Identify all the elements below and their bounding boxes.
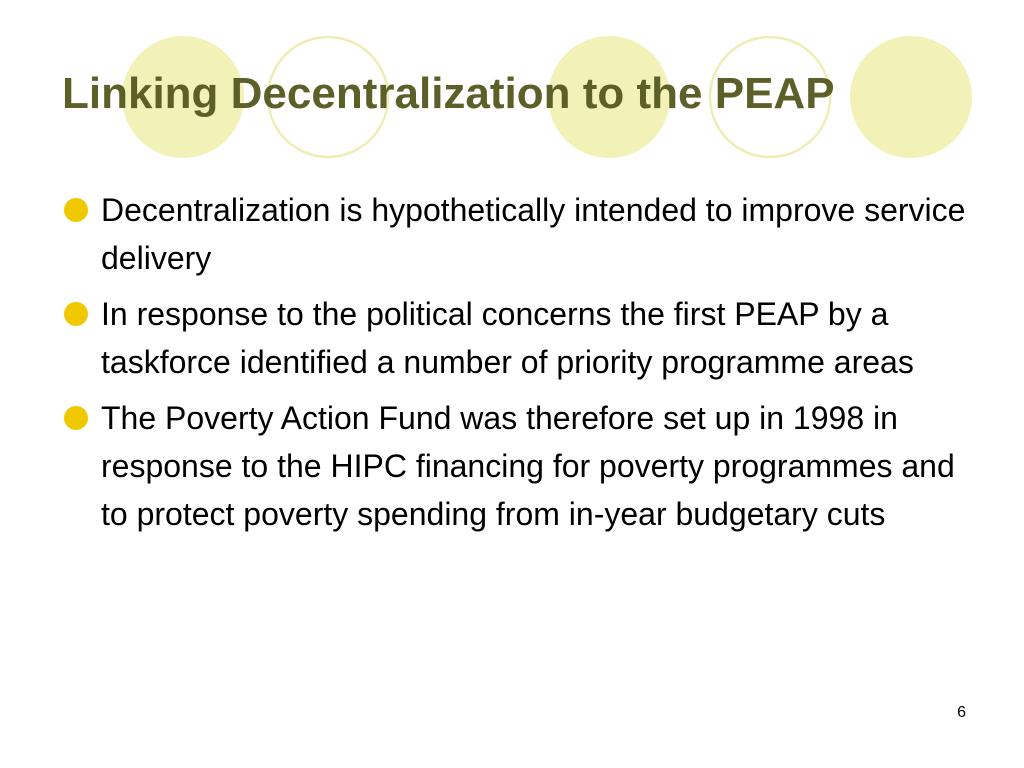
- bullet-text: Decentralization is hypothetically intended to improve service delivery: [101, 192, 966, 276]
- bullet-list: [62, 186, 982, 546]
- bullet-item: [62, 394, 982, 538]
- bullet-item: [62, 290, 982, 386]
- bullet-item: [62, 186, 982, 282]
- slide-title: Linking Decentralization to the PEAP: [62, 69, 835, 118]
- bullet-text: The Poverty Action Fund was therefore set up in 1998 in response to the HIPC financing for poverty programmes and to protect poverty spending from in-year budgetary cuts: [101, 400, 955, 532]
- bullet-dot-icon: [64, 198, 88, 222]
- bullet-dot-icon: [64, 406, 88, 430]
- bullet-text: In response to the political concerns the first PEAP by a taskforce identified a number of priority programme areas: [101, 296, 914, 380]
- bullet-dot-icon: [64, 302, 88, 326]
- filled-circle: [850, 36, 972, 158]
- page-number: 6: [957, 704, 966, 721]
